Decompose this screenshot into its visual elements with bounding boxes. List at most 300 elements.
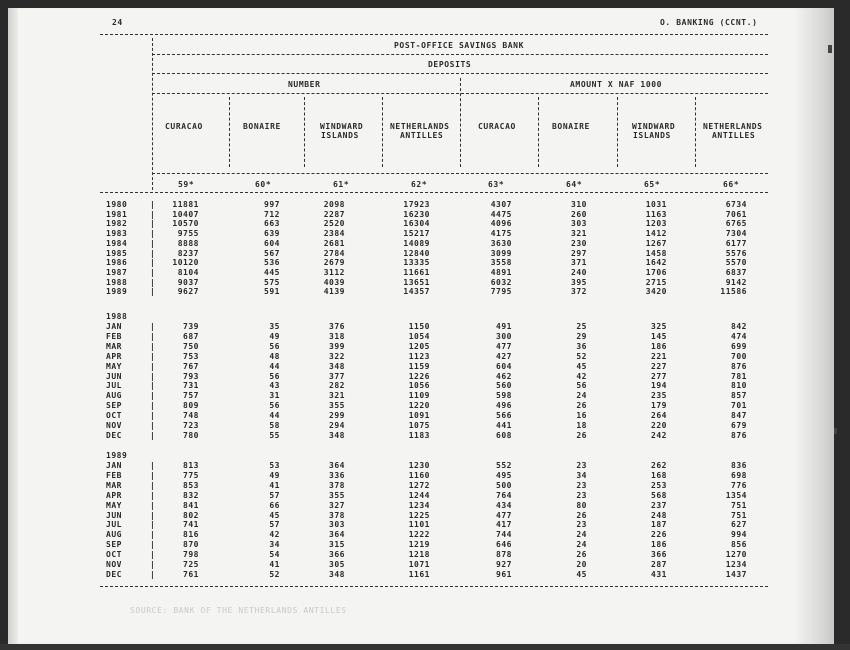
cell-value: 56	[576, 381, 587, 390]
cell-value: 1218	[408, 550, 430, 559]
cell-value: 322	[329, 352, 345, 361]
row-label: JUL	[106, 520, 122, 529]
cell-value: 16	[576, 411, 587, 420]
cell-value: 56	[269, 342, 280, 351]
cell-value: 300	[496, 332, 512, 341]
cell-value: 836	[731, 461, 747, 470]
cell-value: 26	[576, 511, 587, 520]
cell-value: 6032	[490, 278, 512, 287]
cell-value: 725	[183, 560, 199, 569]
table-subtitle: DEPOSITS	[428, 60, 472, 69]
cell-value: 741	[183, 520, 199, 529]
cell-value: 248	[651, 511, 667, 520]
cell-value: 48	[269, 352, 280, 361]
cell-value: 45	[576, 362, 587, 371]
row-label: 1985	[106, 249, 128, 258]
cell-value: 45	[269, 511, 280, 520]
cell-value: 857	[731, 391, 747, 400]
cell-value: 816	[183, 530, 199, 539]
cell-value: 1234	[408, 501, 430, 510]
cell-value: 1458	[645, 249, 667, 258]
cell-value: 701	[731, 401, 747, 410]
col-label: NETHERLANDS	[703, 122, 763, 131]
cell-value: 242	[651, 431, 667, 440]
cell-value: 853	[183, 481, 199, 490]
cell-value: 7304	[725, 229, 747, 238]
row-label: OCT	[106, 411, 122, 420]
cell-value: 31	[269, 391, 280, 400]
cell-value: 299	[329, 411, 345, 420]
row-pipe: |	[150, 278, 155, 287]
page-tab-mark	[834, 428, 837, 434]
col-code: 60*	[255, 180, 272, 189]
cell-value: 764	[496, 491, 512, 500]
cell-value: 194	[651, 381, 667, 390]
cell-value: 1244	[408, 491, 430, 500]
cell-value: 54	[269, 550, 280, 559]
cell-value: 1163	[645, 210, 667, 219]
cell-value: 348	[329, 362, 345, 371]
cell-value: 1075	[408, 421, 430, 430]
row-label: JAN	[106, 322, 122, 331]
row-pipe: |	[150, 342, 155, 351]
row-label: MAY	[106, 362, 122, 371]
cell-value: 16304	[403, 219, 430, 228]
cell-value: 1220	[408, 401, 430, 410]
cell-value: 1225	[408, 511, 430, 520]
cell-value: 187	[651, 520, 667, 529]
cell-value: 809	[183, 401, 199, 410]
col-code: 66*	[723, 180, 740, 189]
cell-value: 253	[651, 481, 667, 490]
col-label: CURACAO	[478, 122, 516, 131]
cell-value: 52	[576, 352, 587, 361]
cell-value: 793	[183, 372, 199, 381]
cell-value: 445	[264, 268, 280, 277]
cell-value: 477	[496, 342, 512, 351]
col-sep-2	[304, 97, 305, 167]
rule-title	[152, 54, 768, 55]
cell-value: 462	[496, 372, 512, 381]
cell-value: 264	[651, 411, 667, 420]
cell-value: 378	[329, 511, 345, 520]
row-pipe: |	[150, 229, 155, 238]
row-pipe: |	[150, 352, 155, 361]
cell-value: 1159	[408, 362, 430, 371]
cell-value: 4139	[323, 287, 345, 296]
cell-value: 1183	[408, 431, 430, 440]
cell-value: 26	[576, 431, 587, 440]
cell-value: 699	[731, 342, 747, 351]
cell-value: 376	[329, 322, 345, 331]
cell-value: 427	[496, 352, 512, 361]
col-label: ISLANDS	[633, 131, 671, 140]
col-code: 65*	[644, 180, 661, 189]
row-pipe: |	[150, 511, 155, 520]
cell-value: 1160	[408, 471, 430, 480]
cell-value: 41	[269, 481, 280, 490]
cell-value: 25	[576, 322, 587, 331]
cell-value: 364	[329, 530, 345, 539]
cell-value: 66	[269, 501, 280, 510]
row-pipe: |	[150, 550, 155, 559]
row-label: 1981	[106, 210, 128, 219]
cell-value: 441	[496, 421, 512, 430]
cell-value: 10120	[172, 258, 199, 267]
col-code: 64*	[566, 180, 583, 189]
cell-value: 8888	[177, 239, 199, 248]
cell-value: 43	[269, 381, 280, 390]
row-pipe: |	[150, 200, 155, 209]
cell-value: 26	[576, 550, 587, 559]
cell-value: 775	[183, 471, 199, 480]
cell-value: 4307	[490, 200, 512, 209]
row-label: SEP	[106, 540, 122, 549]
cell-value: 336	[329, 471, 345, 480]
cell-value: 810	[731, 381, 747, 390]
cell-value: 776	[731, 481, 747, 490]
cell-value: 3630	[490, 239, 512, 248]
row-label: NOV	[106, 560, 122, 569]
cell-value: 318	[329, 332, 345, 341]
cell-value: 145	[651, 332, 667, 341]
cell-value: 567	[264, 249, 280, 258]
cell-value: 2679	[323, 258, 345, 267]
cell-value: 813	[183, 461, 199, 470]
cell-value: 56	[269, 372, 280, 381]
cell-value: 34	[576, 471, 587, 480]
row-label: JAN	[106, 461, 122, 470]
cell-value: 1150	[408, 322, 430, 331]
cell-value: 277	[651, 372, 667, 381]
cell-value: 57	[269, 520, 280, 529]
cell-value: 750	[183, 342, 199, 351]
cell-value: 23	[576, 481, 587, 490]
cell-value: 856	[731, 540, 747, 549]
cell-value: 847	[731, 411, 747, 420]
cell-value: 6837	[725, 268, 747, 277]
cell-value: 500	[496, 481, 512, 490]
cell-value: 11586	[720, 287, 747, 296]
cell-value: 303	[571, 219, 587, 228]
row-label: APR	[106, 352, 122, 361]
cell-value: 24	[576, 391, 587, 400]
cell-value: 2098	[323, 200, 345, 209]
cell-value: 870	[183, 540, 199, 549]
cell-value: 1267	[645, 239, 667, 248]
cell-value: 303	[329, 520, 345, 529]
cell-value: 568	[651, 491, 667, 500]
cell-value: 366	[651, 550, 667, 559]
cell-value: 260	[571, 210, 587, 219]
col-sep-3	[382, 97, 383, 167]
cell-value: 371	[571, 258, 587, 267]
cell-value: 29	[576, 332, 587, 341]
cell-value: 1161	[408, 570, 430, 579]
group-amount-label: AMOUNT X NAF 1000	[570, 80, 663, 89]
cell-value: 604	[496, 362, 512, 371]
cell-value: 26	[576, 401, 587, 410]
cell-value: 235	[651, 391, 667, 400]
cell-value: 45	[576, 570, 587, 579]
row-pipe: |	[150, 322, 155, 331]
row-pipe: |	[150, 249, 155, 258]
col-label: BONAIRE	[243, 122, 281, 131]
row-pipe: |	[150, 411, 155, 420]
row-pipe: |	[150, 332, 155, 341]
cell-value: 80	[576, 501, 587, 510]
col-sep-6	[617, 97, 618, 167]
cell-value: 6765	[725, 219, 747, 228]
row-label: 1984	[106, 239, 128, 248]
row-pipe: |	[150, 391, 155, 400]
row-pipe: |	[150, 471, 155, 480]
cell-value: 8237	[177, 249, 199, 258]
cell-value: 757	[183, 391, 199, 400]
cell-value: 53	[269, 461, 280, 470]
cell-value: 731	[183, 381, 199, 390]
row-label: MAY	[106, 501, 122, 510]
cell-value: 186	[651, 540, 667, 549]
cell-value: 1222	[408, 530, 430, 539]
cell-value: 42	[269, 530, 280, 539]
cell-value: 3099	[490, 249, 512, 258]
col-label: CURACAO	[165, 122, 203, 131]
cell-value: 55	[269, 431, 280, 440]
cell-value: 781	[731, 372, 747, 381]
cell-value: 23	[576, 461, 587, 470]
cell-value: 42	[576, 372, 587, 381]
row-pipe: |	[150, 401, 155, 410]
cell-value: 297	[571, 249, 587, 258]
cell-value: 1123	[408, 352, 430, 361]
cell-value: 744	[496, 530, 512, 539]
cell-value: 168	[651, 471, 667, 480]
cell-value: 1054	[408, 332, 430, 341]
cell-value: 2287	[323, 210, 345, 219]
cell-value: 5576	[725, 249, 747, 258]
cell-value: 230	[571, 239, 587, 248]
cell-value: 310	[571, 200, 587, 209]
scan-edge	[0, 644, 850, 650]
cell-value: 1234	[725, 560, 747, 569]
cell-value: 767	[183, 362, 199, 371]
cell-value: 698	[731, 471, 747, 480]
row-pipe: |	[150, 461, 155, 470]
cell-value: 495	[496, 471, 512, 480]
cell-value: 23	[576, 491, 587, 500]
cell-value: 237	[651, 501, 667, 510]
cell-value: 287	[651, 560, 667, 569]
cell-value: 841	[183, 501, 199, 510]
cell-value: 1226	[408, 372, 430, 381]
row-pipe: |	[150, 421, 155, 430]
cell-value: 58	[269, 421, 280, 430]
cell-value: 11661	[403, 268, 430, 277]
cell-value: 20	[576, 560, 587, 569]
cell-value: 364	[329, 461, 345, 470]
cell-value: 34	[269, 540, 280, 549]
cell-value: 6177	[725, 239, 747, 248]
cell-value: 604	[264, 239, 280, 248]
cell-value: 355	[329, 401, 345, 410]
cell-value: 1437	[725, 570, 747, 579]
cell-value: 477	[496, 511, 512, 520]
cell-value: 6734	[725, 200, 747, 209]
cell-value: 3112	[323, 268, 345, 277]
cell-value: 1270	[725, 550, 747, 559]
row-pipe: |	[150, 210, 155, 219]
row-label: 1988	[106, 278, 128, 287]
row-label: AUG	[106, 530, 122, 539]
cell-value: 240	[571, 268, 587, 277]
row-label: NOV	[106, 421, 122, 430]
cell-value: 434	[496, 501, 512, 510]
row-pipe: |	[150, 362, 155, 371]
row-pipe: |	[150, 372, 155, 381]
cell-value: 36	[576, 342, 587, 351]
cell-value: 35	[269, 322, 280, 331]
cell-value: 1412	[645, 229, 667, 238]
cell-value: 723	[183, 421, 199, 430]
cell-value: 832	[183, 491, 199, 500]
row-label: FEB	[106, 471, 122, 480]
table-title: POST-OFFICE SAVINGS BANK	[394, 41, 524, 50]
cell-value: 2784	[323, 249, 345, 258]
row-label: DEC	[106, 570, 122, 579]
cell-value: 1109	[408, 391, 430, 400]
page-binding	[8, 8, 18, 644]
row-pipe: |	[150, 258, 155, 267]
cell-value: 739	[183, 322, 199, 331]
row-pipe: |	[150, 491, 155, 500]
row-label: JUL	[106, 381, 122, 390]
cell-value: 220	[651, 421, 667, 430]
row-label: APR	[106, 491, 122, 500]
row-pipe: |	[150, 501, 155, 510]
cell-value: 17923	[403, 200, 430, 209]
cell-value: 294	[329, 421, 345, 430]
cell-value: 325	[651, 322, 667, 331]
cell-value: 1272	[408, 481, 430, 490]
cell-value: 44	[269, 362, 280, 371]
cell-value: 4891	[490, 268, 512, 277]
cell-value: 2520	[323, 219, 345, 228]
cell-value: 9142	[725, 278, 747, 287]
cell-value: 4175	[490, 229, 512, 238]
row-label: SEP	[106, 401, 122, 410]
cell-value: 431	[651, 570, 667, 579]
cell-value: 9755	[177, 229, 199, 238]
row-label: 1989	[106, 287, 128, 296]
row-pipe: |	[150, 219, 155, 228]
cell-value: 49	[269, 332, 280, 341]
row-pipe: |	[150, 381, 155, 390]
cell-value: 748	[183, 411, 199, 420]
cell-value: 4039	[323, 278, 345, 287]
cell-value: 321	[329, 391, 345, 400]
row-label: 1987	[106, 268, 128, 277]
col-sep-1	[229, 97, 230, 167]
cell-value: 575	[264, 278, 280, 287]
cell-value: 57	[269, 491, 280, 500]
cell-value: 41	[269, 560, 280, 569]
cell-value: 321	[571, 229, 587, 238]
cell-value: 9037	[177, 278, 199, 287]
cell-value: 282	[329, 381, 345, 390]
cell-value: 780	[183, 431, 199, 440]
cell-value: 417	[496, 520, 512, 529]
cell-value: 663	[264, 219, 280, 228]
cell-value: 14089	[403, 239, 430, 248]
cell-value: 186	[651, 342, 667, 351]
cell-value: 3420	[645, 287, 667, 296]
cell-value: 876	[731, 431, 747, 440]
row-pipe: |	[150, 540, 155, 549]
cell-value: 1056	[408, 381, 430, 390]
cell-value: 1219	[408, 540, 430, 549]
row-pipe: |	[150, 431, 155, 440]
cell-value: 12840	[403, 249, 430, 258]
cell-value: 7795	[490, 287, 512, 296]
row-pipe: |	[150, 287, 155, 296]
row-label: DEC	[106, 431, 122, 440]
cell-value: 18	[576, 421, 587, 430]
row-label: 1983	[106, 229, 128, 238]
row-label: AUG	[106, 391, 122, 400]
top-rule	[100, 34, 768, 35]
cell-value: 598	[496, 391, 512, 400]
cell-value: 627	[731, 520, 747, 529]
cell-value: 1354	[725, 491, 747, 500]
cell-value: 1101	[408, 520, 430, 529]
page-tab-mark	[828, 45, 832, 53]
cell-value: 2715	[645, 278, 667, 287]
cell-value: 2384	[323, 229, 345, 238]
cell-value: 751	[731, 501, 747, 510]
rule-codes	[152, 173, 768, 174]
cell-value: 9627	[177, 287, 199, 296]
cell-value: 1706	[645, 268, 667, 277]
col-label: BONAIRE	[552, 122, 590, 131]
cell-value: 927	[496, 560, 512, 569]
cell-value: 14357	[403, 287, 430, 296]
header-bottom-rule	[100, 192, 768, 193]
row-label: FEB	[106, 332, 122, 341]
group-number-label: NUMBER	[288, 80, 321, 89]
cell-value: 1091	[408, 411, 430, 420]
cell-value: 4475	[490, 210, 512, 219]
col-code: 63*	[488, 180, 505, 189]
cell-value: 44	[269, 411, 280, 420]
col-label: WINDWARD	[320, 122, 364, 131]
cell-value: 798	[183, 550, 199, 559]
row-label: MAR	[106, 481, 122, 490]
cell-value: 1205	[408, 342, 430, 351]
row-pipe: |	[150, 560, 155, 569]
cell-value: 566	[496, 411, 512, 420]
cell-value: 876	[731, 362, 747, 371]
cell-value: 712	[264, 210, 280, 219]
section-title: O. BANKING (CCNT.)	[660, 18, 758, 27]
cell-value: 536	[264, 258, 280, 267]
cell-value: 802	[183, 511, 199, 520]
cell-value: 16230	[403, 210, 430, 219]
row-label: 1980	[106, 200, 128, 209]
cell-value: 997	[264, 200, 280, 209]
year-heading: 1989	[106, 451, 128, 460]
cell-value: 10570	[172, 219, 199, 228]
